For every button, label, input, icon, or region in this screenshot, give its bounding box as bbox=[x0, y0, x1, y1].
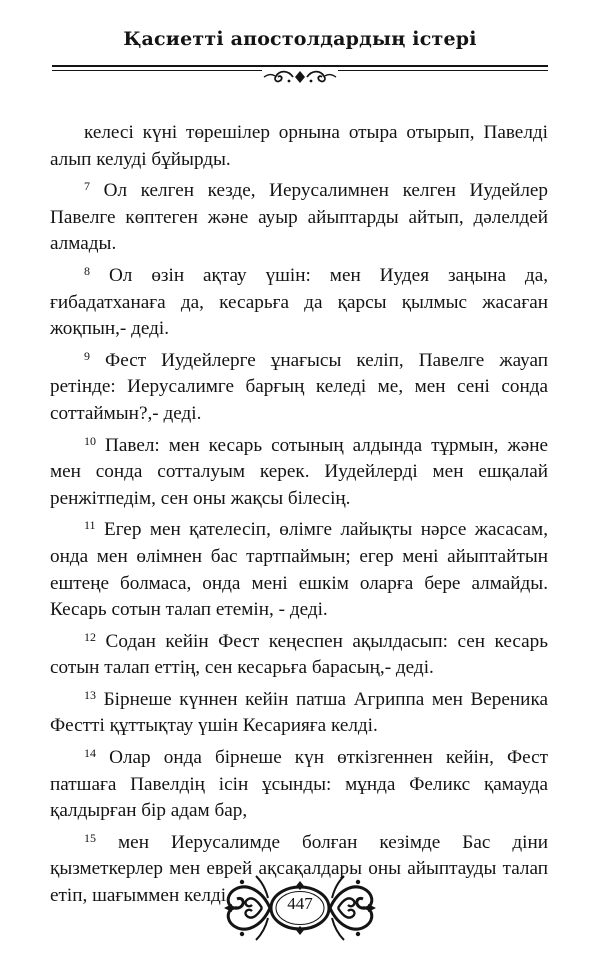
header-ornament-icon bbox=[262, 68, 338, 86]
verse-number: 15 bbox=[84, 830, 96, 845]
header-title: Қасиетті апостолдардың істері bbox=[123, 28, 477, 50]
verse-text: Ол өзін ақтау үшін: мен Иудея заңына да, ғибадатханаға да, кесарьға да қарсы қылмыс жасаған жоқпын,- деді. bbox=[50, 264, 549, 340]
verse-13 bbox=[50, 687, 548, 740]
scripture-text bbox=[50, 120, 548, 915]
verse-text: Олар онда бірнеше күн өткізгеннен кейін, Фест патшаға Павелдің ісін ұсынды: мұнда Феликс қамауда қалдырған бір адам бар, bbox=[50, 747, 549, 822]
verse-9 bbox=[50, 348, 548, 428]
verse-number: 13 bbox=[84, 687, 96, 702]
verse-7 bbox=[50, 178, 548, 258]
verse-number: 12 bbox=[84, 629, 96, 644]
verse-12 bbox=[50, 629, 548, 682]
verse-text: Егер мен қателесіп, өлімге лайықты нәрсе жасасам, онда мен өлімнен бас тартпаймын; егер мені айыптайтын ештеңе болмаса, онда мені ешкім оларға бере алмайды. Кесарь сотын талап етемін, - деді. bbox=[50, 519, 548, 621]
verse-number: 10 bbox=[84, 433, 96, 448]
verse-text: Содан кейін Фест кеңеспен ақылдасып: сен кесарь сотын талап еттің, сен кесарьға барасың,- деді. bbox=[50, 630, 549, 679]
verse-8 bbox=[50, 263, 548, 343]
verse-6-continued bbox=[50, 120, 548, 173]
verse-number: 8 bbox=[84, 263, 90, 278]
verse-text: мен Иерусалимде болған кезімде Бас діни қызметкерлер мен еврей ақсақалдары оны айыптауды талап етіп, шағыммен келді. bbox=[50, 831, 549, 907]
verse-number: 7 bbox=[84, 179, 90, 194]
verse-10 bbox=[50, 433, 548, 513]
header-rule-thick bbox=[52, 65, 548, 67]
verse-text: Бірнеше күннен кейін патша Агриппа мен Вереника Фестті құттықтау үшін Кесарияға келді. bbox=[50, 688, 548, 737]
verse-number: 11 bbox=[84, 518, 96, 533]
verse-11 bbox=[50, 517, 548, 623]
verse-text: келесі күні төрешілер орнына отыра отырып, Павелді алып келуді бұйырды. bbox=[50, 122, 548, 170]
verse-number: 14 bbox=[84, 746, 96, 761]
verse-text: Фест Иудейлерге ұнағысы келіп, Павелге жауап ретінде: Иерусалимге барғың келеді ме, мен сені сонда соттаймын?,- деді. bbox=[50, 349, 548, 424]
verse-number: 9 bbox=[84, 348, 90, 363]
verse-14 bbox=[50, 745, 548, 825]
verse-text: Ол келген кезде, Иерусалимнен келген Иудейлер Павелге көптеген және ауыр айыптарды айтып, дәлелдей алмады. bbox=[50, 180, 548, 255]
page-number: 447 bbox=[287, 894, 313, 913]
verse-text: Павел: мен кесарь сотының алдында тұрмын, және мен сонда сотталуым керек. Иудейлерді мен ешқалай ренжітпедім, сен оны жақсы білесің. bbox=[50, 434, 549, 509]
